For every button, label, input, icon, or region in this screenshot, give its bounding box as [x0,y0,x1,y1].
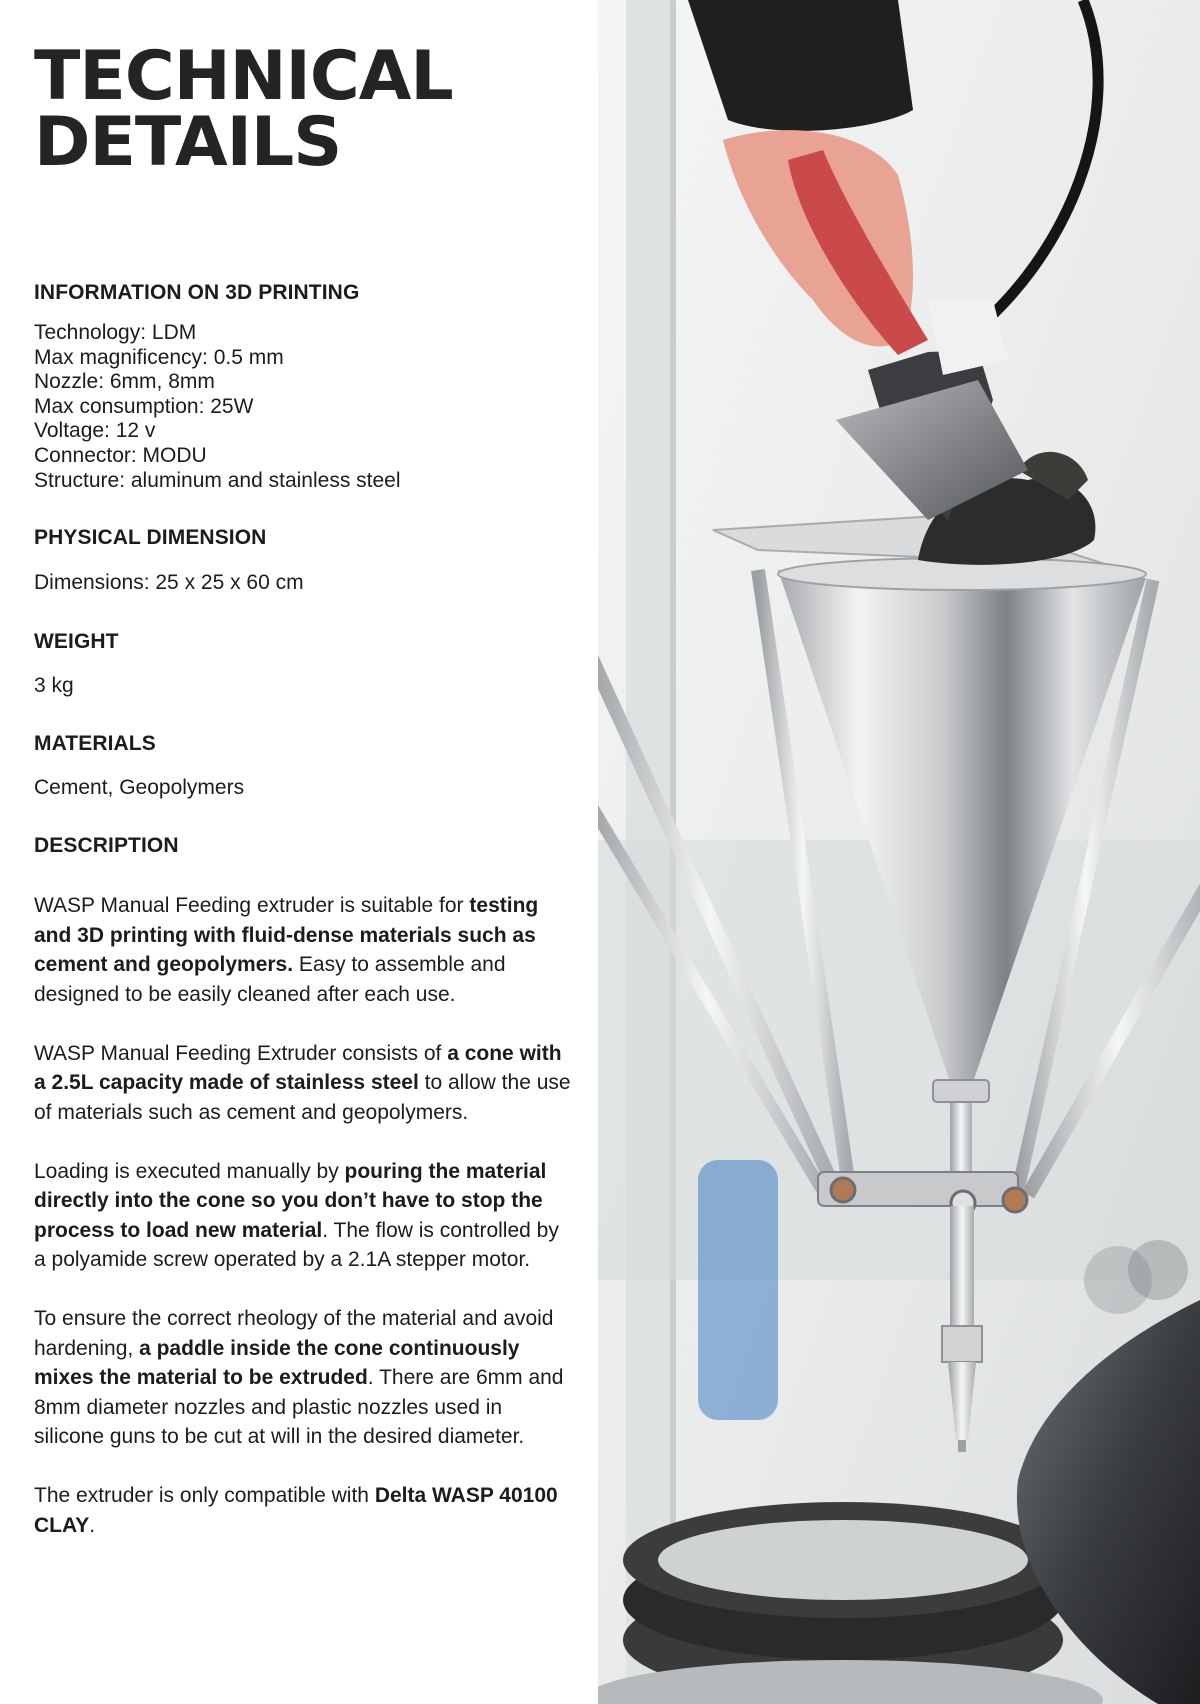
description-run: . [89,1513,96,1537]
description-heading: DESCRIPTION [34,834,179,857]
printed-ring-inner [658,1520,1028,1600]
description-run: . There are 6mm and 8mm diameter nozzles and plastic nozzles used in silicone guns to be cut at will in the desired diameter. [34,1366,564,1448]
printing-heading: INFORMATION ON 3D PRINTING [34,281,360,304]
description-run-bold: a paddle inside the cone continuously mixes the material to be extruded [34,1336,520,1389]
description-run-bold: pouring the material directly into the cone so you don’t have to stop the process to load new material [34,1159,547,1242]
joint-bolt [1003,1188,1027,1212]
description-run: to allow the use of materials such as cement and geopolymers. [34,1071,571,1124]
weight-heading: WEIGHT [34,630,119,653]
description-run: Loading is executed manually by [34,1159,345,1183]
page-title [34,37,453,182]
description-body [34,891,574,1570]
materials-text: Cement, Geopolymers [34,776,245,799]
nozzle-point [958,1440,966,1452]
description-run: The extruder is only compatible with [34,1484,375,1507]
neck-collar [933,1080,989,1102]
dimension-text: Dimensions: 25 x 25 x 60 cm [34,571,304,594]
spec-structure: Structure: aluminum and stainless steel [34,468,401,492]
joint-bolt [831,1178,855,1202]
description-run-bold: a cone with a 2.5L capacity made of stainless steel [34,1041,562,1094]
dimension-heading: PHYSICAL DIMENSION [34,526,267,549]
page-title-line-1: TECHNICAL [34,37,453,116]
description-run: WASP Manual Feeding Extruder consists of [34,1041,448,1065]
extruder-illustration [598,0,1200,1704]
spec-voltage: Voltage: 12 v [34,419,156,443]
nozzle-nut [942,1326,982,1362]
page-title-line-2: DETAILS [34,103,342,182]
spec-max-magnificency: Max magnificency: 0.5 mm [34,345,284,369]
printing-spec-list [34,321,401,493]
spec-nozzle: Nozzle: 6mm, 8mm [34,370,215,394]
nozzle-tube [950,1206,974,1326]
spec-technology: Technology: LDM [34,321,197,344]
description-paragraph [34,1039,574,1128]
background-circle [1128,1240,1188,1300]
spec-max-consumption: Max consumption: 25W [34,394,254,418]
description-paragraph [34,1157,574,1275]
description-paragraph [34,891,574,1009]
weight-text: 3 kg [34,674,74,697]
spec-connector: Connector: MODU [34,443,207,467]
description-run: WASP Manual Feeding extruder is suitable for [34,894,470,917]
description-run: . The flow is controlled by a polyamide screw operated by a 2.1A stepper motor. [34,1218,559,1271]
description-paragraph [34,1304,574,1452]
description-run: Easy to assemble and designed to be easily cleaned after each use. [34,953,506,1006]
extruder-photo [598,0,1200,1704]
description-run-bold: Delta WASP 40100 CLAY [34,1484,558,1537]
text-column [0,0,598,1704]
description-run: To ensure the correct rheology of the material and avoid hardening, [34,1307,554,1360]
materials-heading: MATERIALS [34,732,156,755]
description-paragraph [34,1481,574,1540]
description-run-bold: testing and 3D printing with fluid-dense materials such as cement and geopolymers. [34,894,539,976]
blue-object-blur [698,1160,778,1420]
